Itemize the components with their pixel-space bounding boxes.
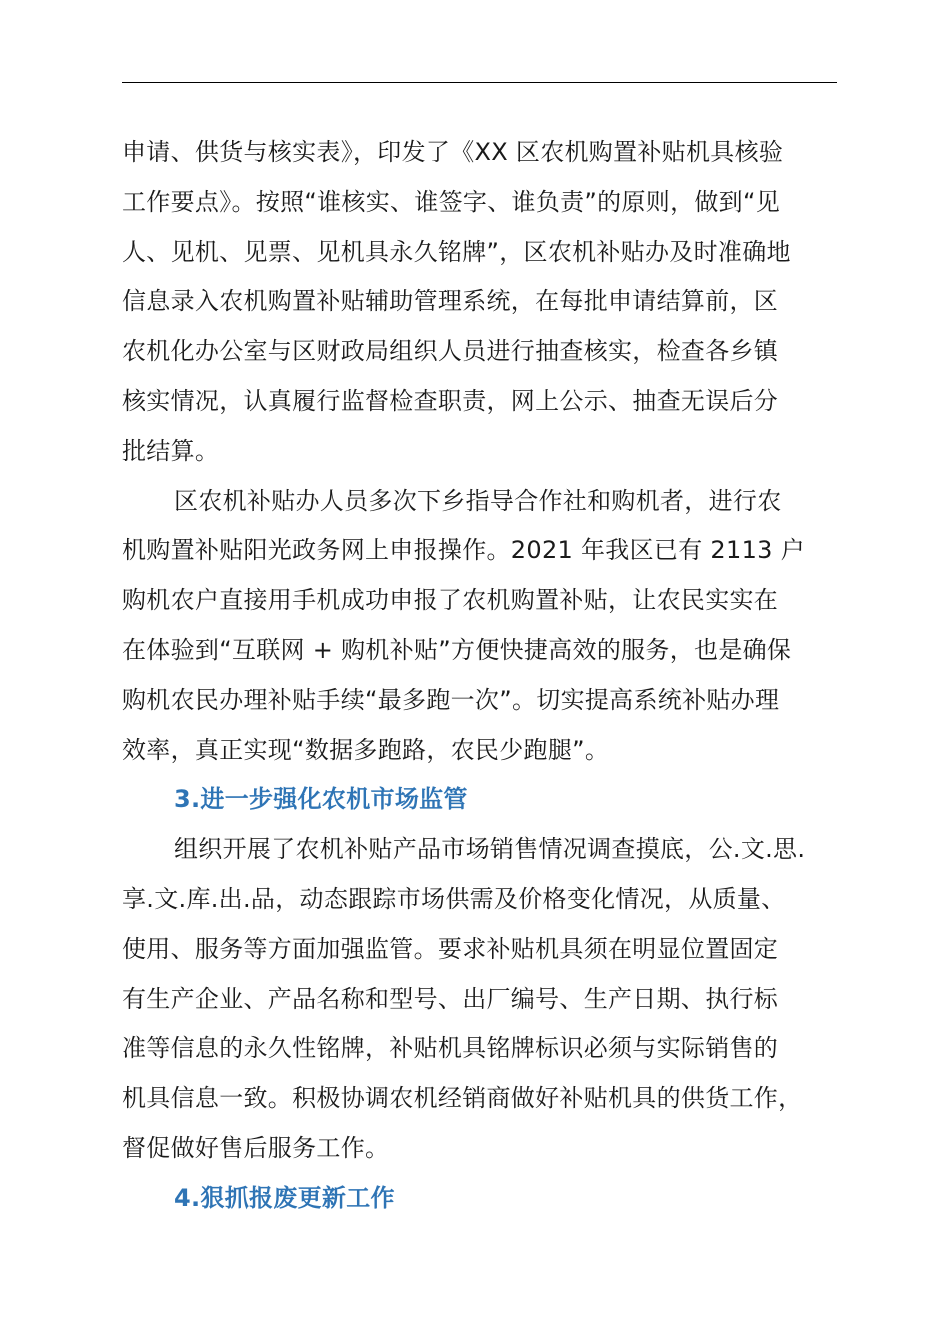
text-line: 机购置补贴阳光政务网上申报操作。2021 年我区已有 2113 户 — [122, 536, 805, 565]
text-line: 机具信息一致。积极协调农机经销商做好补贴机具的供货工作， — [122, 1084, 803, 1113]
text-line: 效率，真正实现“数据多跑路，农民少跑腿”。 — [122, 735, 610, 764]
text-line: 农机化办公室与区财政局组织人员进行抽查核实，检查各乡镇 — [122, 337, 779, 366]
text-line: 核实情况，认真履行监督检查职责，网上公示、抽查无误后分 — [122, 386, 779, 415]
paragraph-verification — [122, 128, 852, 477]
text-line: 使用、服务等方面加强监管。要求补贴机具须在明显位置固定 — [122, 934, 779, 963]
document-body — [122, 128, 852, 1224]
section-heading-4: 4.狠抓报废更新工作 — [174, 1183, 395, 1212]
text-line: 购机农民办理补贴手续“最多跑一次”。切实提高系统补贴办理 — [122, 685, 780, 714]
text-line: 准等信息的永久性铭牌，补贴机具铭牌标识必须与实际销售的 — [122, 1034, 779, 1063]
text-line: 组织开展了农机补贴产品市场销售情况调查摸底，公.文.思. — [174, 835, 806, 864]
text-line: 在体验到“互联网 + 购机补贴”方便快捷高效的服务，也是确保 — [122, 635, 792, 664]
text-line: 工作要点》。按照“谁核实、谁签字、谁负责”的原则，做到“见 — [122, 187, 780, 216]
text-line: 批结算。 — [122, 436, 220, 465]
text-line: 购机农户直接用手机成功申报了农机购置补贴，让农民实实在 — [122, 586, 779, 615]
header-rule — [122, 82, 837, 83]
paragraph-market-supervision — [122, 825, 852, 1174]
text-line: 有生产企业、产品名称和型号、出厂编号、生产日期、执行标 — [122, 984, 779, 1013]
text-line: 督促做好售后服务工作。 — [122, 1133, 390, 1162]
text-line: 信息录入农机购置补贴辅助管理系统，在每批申请结算前，区 — [122, 287, 779, 316]
text-line: 享.文.库.出.品，动态跟踪市场供需及价格变化情况，从质量、 — [122, 884, 786, 913]
paragraph-online-application — [122, 477, 852, 776]
text-line: 申请、供货与核实表》，印发了《XX 区农机购置补贴机具核验 — [122, 138, 784, 166]
text-line: 区农机补贴办人员多次下乡指导合作社和购机者，进行农 — [174, 486, 782, 515]
section-heading-3: 3.进一步强化农机市场监管 — [174, 785, 468, 814]
text-line: 人、见机、见票、见机具永久铭牌”，区农机补贴办及时准确地 — [122, 237, 791, 266]
